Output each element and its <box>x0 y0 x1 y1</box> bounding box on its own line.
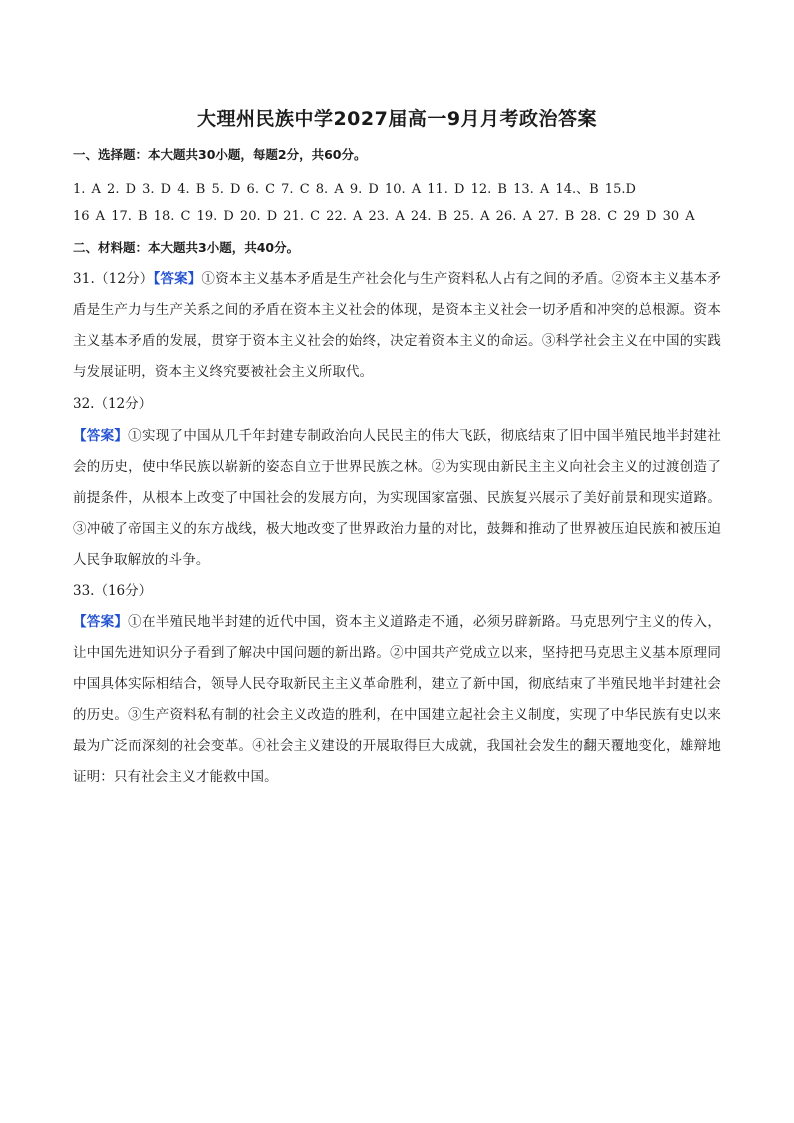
answer-text: ①实现了中国从几千年封建专制政治向人民民主的伟大飞跃，彻底结束了旧中国半殖民地半封建社会的历史，使中华民族以崭新的姿态自立于世界民族之林。②为实现由新民主主义向社会主义的过渡创造了前提条件，从根本上改变了中国社会的发展方向，为实现国家富强、民族复兴展示了美好前景和现实道路。③冲破了帝国主义的东方战线，极大地改变了世界政治力量的对比，鼓舞和推动了世界被压迫民族和被压迫人民争取解放的斗争。 <box>73 428 721 568</box>
answer-text: ①在半殖民地半封建的近代中国，资本主义道路走不通，必须另辟新路。马克思列宁主义的传入，让中国先进知识分子看到了解决中国问题的新出路。②中国共产党成立以来，坚持把马克思主义基本原理同中国具体实际相结合，领导人民夺取新民主主义革命胜利，建立了新中国，彻底结束了半殖民地半封建社会的历史。③生产资料私有制的社会主义改造的胜利，在中国建立起社会主义制度，实现了中华民族有史以来最为广泛而深刻的社会变革。④社会主义建设的开展取得巨大成就，我国社会发生的翻天覆地变化，雄辩地证明：只有社会主义才能救中国。 <box>73 614 721 785</box>
question-32-number: 32.（12分） <box>73 396 153 412</box>
choice-answers-row-2: 16 A 17. B 18. C 19. D 20. D 21. C 22. A 23. A 24. B 25. A 26. A 27. B 28. C 29 D 30 A <box>73 209 695 224</box>
question-33-number: 33.（16分） <box>73 583 153 599</box>
answer-tag: 【答案】 <box>73 428 129 444</box>
answer-text: ①资本主义基本矛盾是生产社会化与生产资料私人占有之间的矛盾。②资本主义基本矛盾是生产力与生产关系之间的矛盾在资本主义社会的体现，是资本主义社会一切矛盾和冲突的总根源。资本主义基本矛盾的发展，贯穿于资本主义社会的始终，决定着资本主义的命运。③科学社会主义在中国的实践与发展证明，资本主义终究要被社会主义所取代。 <box>73 271 721 380</box>
question-33-answer <box>73 607 721 793</box>
question-32-answer <box>73 421 721 576</box>
answer-tag: 【答案】 <box>153 271 202 287</box>
section-heading-material: 二、材料题：本大题共3小题，共40分。 <box>73 240 300 255</box>
page-title: 大理州民族中学2027届高一9月月考政治答案 <box>196 108 598 130</box>
answer-tag: 【答案】 <box>73 614 129 630</box>
question-number: 31.（12分） <box>73 271 154 287</box>
question-31-answer <box>73 264 721 388</box>
section-heading-choice: 一、选择题：本大题共30小题，每题2分，共60分。 <box>73 147 367 162</box>
choice-answers-row-1: 1. A 2. D 3. D 4. B 5. D 6. C 7. C 8. A 9. D 10. A 11. D 12. B 13. A 14.、B 15.D <box>73 182 636 197</box>
